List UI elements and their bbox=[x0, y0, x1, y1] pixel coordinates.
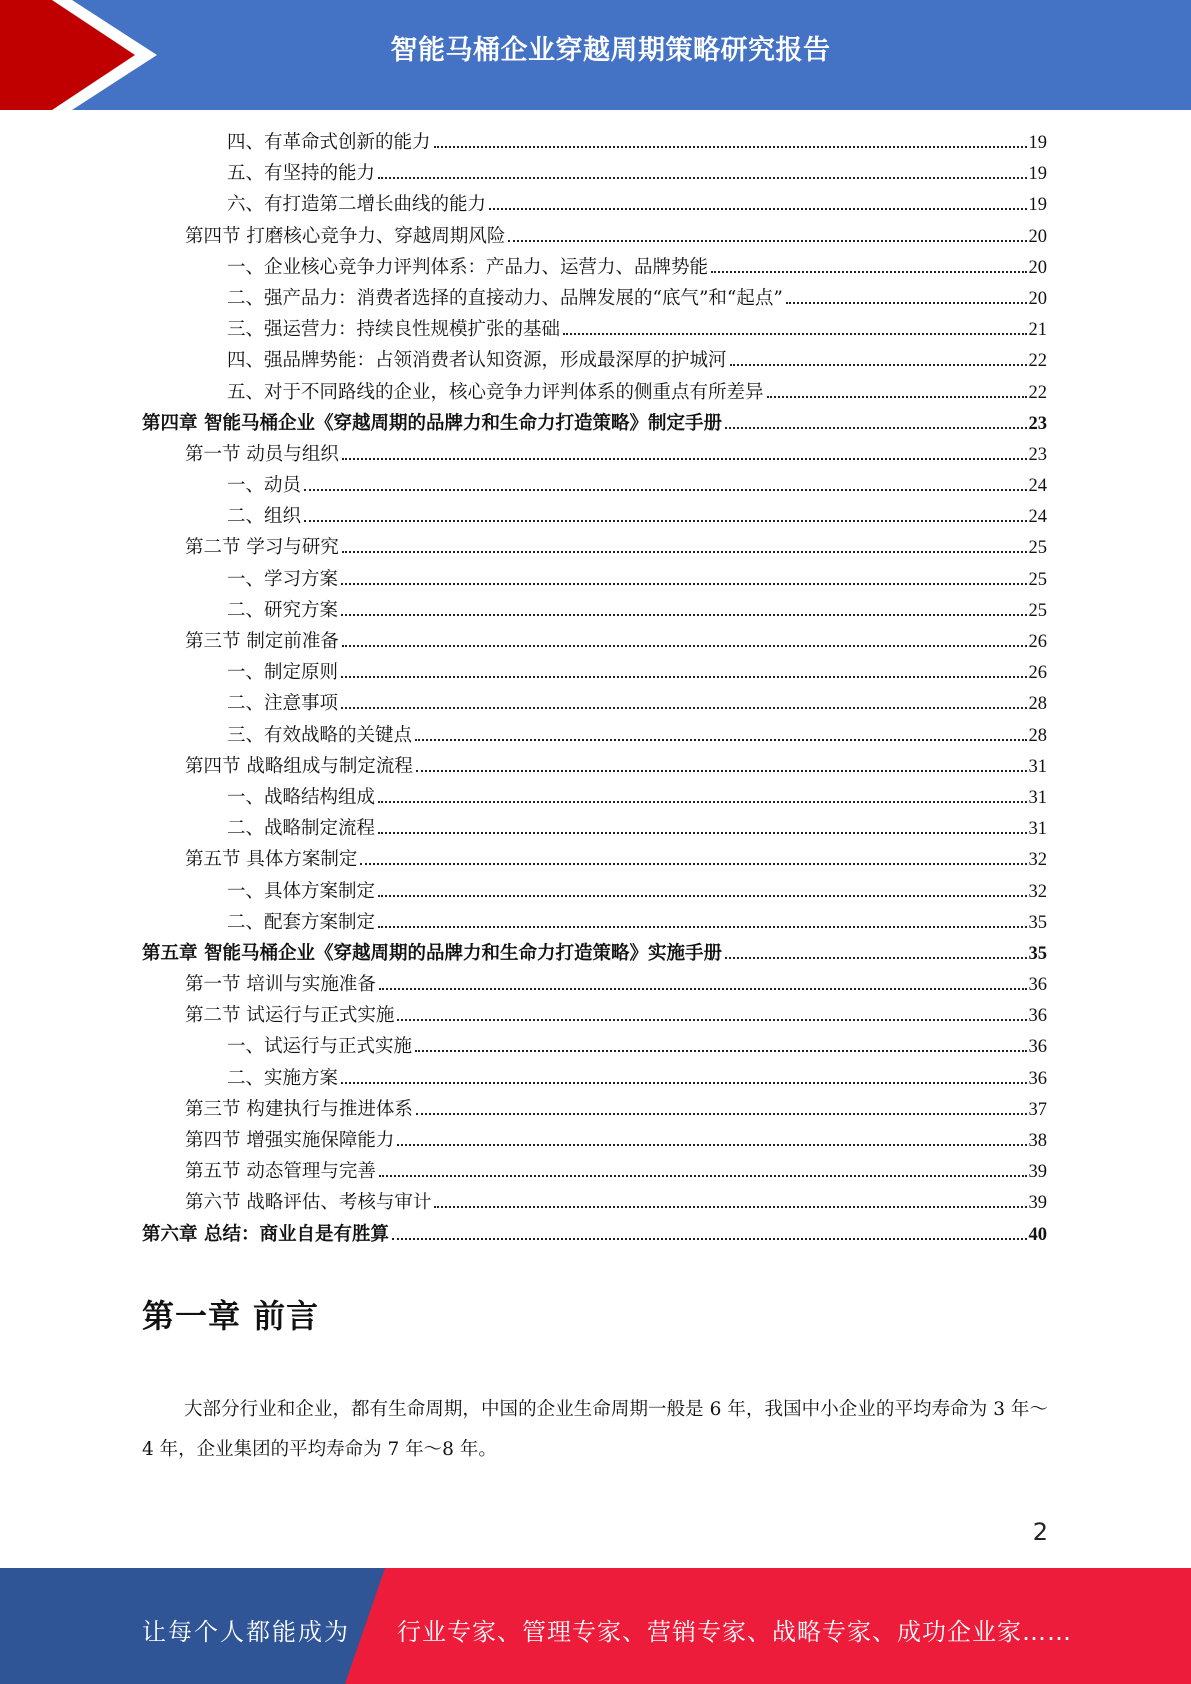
toc-dot-leader bbox=[378, 832, 1026, 834]
toc-entry-page: 36 bbox=[1028, 975, 1047, 996]
toc-entry[interactable] bbox=[142, 252, 1047, 283]
toc-dot-leader bbox=[415, 1050, 1026, 1052]
toc-dot-leader bbox=[397, 1019, 1026, 1021]
toc-entry[interactable] bbox=[142, 1031, 1047, 1062]
toc-entry[interactable] bbox=[142, 876, 1047, 907]
toc-entry-label: 第四节 战略组成与制定流程 bbox=[185, 755, 413, 777]
toc-entry-label: 一、战略结构组成 bbox=[227, 786, 376, 808]
toc-entry-label: 三、有效战略的关键点 bbox=[227, 724, 413, 746]
toc-dot-leader bbox=[378, 895, 1026, 897]
toc-entry-page: 20 bbox=[1028, 257, 1047, 278]
toc-dot-leader bbox=[378, 177, 1026, 179]
toc-entry-label: 第六章 总结：商业自是有胜算 bbox=[142, 1223, 389, 1245]
toc-entry[interactable] bbox=[142, 844, 1047, 875]
toc-entry[interactable] bbox=[142, 1000, 1047, 1031]
toc-entry[interactable] bbox=[142, 189, 1047, 220]
toc-entry[interactable] bbox=[142, 408, 1047, 439]
toc-entry-page: 39 bbox=[1028, 1162, 1047, 1183]
toc-dot-leader bbox=[392, 1238, 1027, 1240]
toc-entry-label: 四、有革命式创新的能力 bbox=[227, 132, 431, 153]
toc-entry-label: 第一节 培训与实施准备 bbox=[185, 974, 376, 996]
footer-slogan-right: 行业专家、管理专家、营销专家、战略专家、成功企业家…… bbox=[397, 1618, 1072, 1646]
toc-dot-leader bbox=[489, 208, 1026, 210]
toc-dot-leader bbox=[341, 676, 1026, 678]
toc-entry-page: 28 bbox=[1028, 725, 1047, 746]
toc-entry-label: 二、战略制定流程 bbox=[227, 818, 376, 840]
toc-entry-page: 19 bbox=[1028, 195, 1047, 216]
page-header bbox=[0, 0, 1191, 110]
toc-entry-page: 23 bbox=[1028, 413, 1047, 434]
toc-dot-leader bbox=[415, 739, 1026, 741]
toc-dot-leader bbox=[378, 926, 1026, 928]
toc-entry-page: 31 bbox=[1028, 819, 1047, 840]
toc-entry-label: 第五章 智能马桶企业《穿越周期的品牌力和生命力打造策略》实施手册 bbox=[142, 942, 722, 964]
toc-entry[interactable] bbox=[142, 1219, 1047, 1250]
toc-entry-label: 四、强品牌势能：占领消费者认知资源，形成最深厚的护城河 bbox=[227, 350, 727, 372]
toc-dot-leader bbox=[767, 396, 1027, 398]
toc-entry-page: 26 bbox=[1028, 632, 1047, 652]
toc-entry[interactable] bbox=[142, 127, 1047, 158]
toc-entry[interactable] bbox=[142, 751, 1047, 782]
toc-entry-page: 32 bbox=[1028, 850, 1047, 871]
toc-entry-page: 40 bbox=[1028, 1224, 1047, 1245]
toc-entry[interactable] bbox=[142, 688, 1047, 719]
toc-entry[interactable] bbox=[142, 532, 1047, 563]
toc-entry[interactable] bbox=[142, 1063, 1047, 1094]
toc-entry-page: 31 bbox=[1028, 756, 1047, 777]
toc-dot-leader bbox=[416, 1113, 1027, 1115]
toc-entry-page: 20 bbox=[1028, 226, 1047, 247]
toc-entry-page: 26 bbox=[1028, 663, 1047, 684]
toc-dot-leader bbox=[341, 583, 1026, 585]
toc-entry-label: 第四节 打磨核心竞争力、穿越周期风险 bbox=[185, 225, 506, 247]
toc-entry-label: 二、实施方案 bbox=[227, 1067, 339, 1089]
toc-entry[interactable] bbox=[142, 377, 1047, 408]
toc-entry-label: 第六节 战略评估、考核与审计 bbox=[185, 1192, 432, 1214]
toc-dot-leader bbox=[304, 520, 1026, 522]
toc-entry[interactable] bbox=[142, 1125, 1047, 1156]
toc-entry-page: 35 bbox=[1028, 912, 1047, 933]
toc-entry-page: 25 bbox=[1028, 569, 1047, 590]
report-title: 智能马桶企业穿越周期策略研究报告 bbox=[390, 35, 831, 66]
toc-entry-label: 第四章 智能马桶企业《穿越周期的品牌力和生命力打造策略》制定手册 bbox=[142, 412, 722, 434]
toc-entry-page: 36 bbox=[1028, 1006, 1047, 1027]
toc-dot-leader bbox=[725, 957, 1027, 959]
toc-entry[interactable] bbox=[142, 595, 1047, 626]
toc-dot-leader bbox=[342, 551, 1027, 553]
toc-entry[interactable] bbox=[142, 564, 1047, 595]
toc-entry-page: 25 bbox=[1028, 538, 1047, 559]
toc-entry-label: 二、配套方案制定 bbox=[227, 911, 376, 933]
toc-entry-page: 36 bbox=[1028, 1068, 1047, 1089]
toc-entry-label: 第三节 构建执行与推进体系 bbox=[185, 1098, 413, 1120]
toc-dot-leader bbox=[725, 427, 1027, 429]
toc-entry-label: 一、动员 bbox=[227, 475, 302, 497]
toc-entry[interactable] bbox=[142, 626, 1047, 657]
toc-dot-leader bbox=[379, 988, 1027, 990]
toc-entry[interactable] bbox=[142, 813, 1047, 844]
toc-entry-page: 24 bbox=[1028, 476, 1047, 497]
toc-entry[interactable] bbox=[142, 1156, 1047, 1187]
toc-entry-label: 第四节 增强实施保障能力 bbox=[185, 1130, 395, 1151]
toc-entry[interactable] bbox=[142, 314, 1047, 345]
toc-dot-leader bbox=[360, 863, 1026, 865]
toc-dot-leader bbox=[304, 489, 1026, 491]
toc-entry-page: 32 bbox=[1028, 881, 1047, 902]
toc-entry[interactable] bbox=[142, 345, 1047, 376]
toc-entry-label: 一、企业核心竞争力评判体系：产品力、运营力、品牌势能 bbox=[227, 256, 709, 278]
toc-dot-leader bbox=[341, 1082, 1026, 1084]
toc-entry-label: 三、强运营力：持续良性规模扩张的基础 bbox=[227, 319, 561, 341]
toc-entry-page: 22 bbox=[1028, 382, 1047, 403]
toc-entry-page: 35 bbox=[1028, 943, 1047, 964]
toc-entry-label: 一、试运行与正式实施 bbox=[227, 1036, 413, 1058]
toc-entry-label: 一、学习方案 bbox=[227, 568, 339, 590]
toc-entry[interactable] bbox=[142, 158, 1047, 189]
toc-entry-page: 28 bbox=[1028, 694, 1047, 715]
toc-dot-leader bbox=[434, 1206, 1026, 1208]
toc-entry[interactable] bbox=[142, 1187, 1047, 1218]
toc-entry[interactable] bbox=[142, 907, 1047, 938]
toc-entry-label: 一、制定原则 bbox=[227, 662, 339, 684]
toc-entry[interactable] bbox=[142, 221, 1047, 252]
toc-dot-leader bbox=[786, 302, 1027, 304]
chapter-heading: 第一章 前言 bbox=[142, 1297, 320, 1335]
toc-dot-leader bbox=[379, 1175, 1027, 1177]
toc-dot-leader bbox=[434, 146, 1027, 148]
toc-entry-label: 第二节 学习与研究 bbox=[185, 537, 339, 559]
toc-entry[interactable] bbox=[142, 782, 1047, 813]
toc-entry-page: 39 bbox=[1028, 1193, 1047, 1214]
toc-entry-label: 第二节 试运行与正式实施 bbox=[185, 1005, 395, 1027]
toc-entry-page: 21 bbox=[1028, 320, 1047, 341]
toc-entry-label: 二、注意事项 bbox=[227, 693, 339, 715]
page-number: 2 bbox=[1032, 1518, 1048, 1546]
toc-entry[interactable] bbox=[142, 283, 1047, 314]
toc-dot-leader bbox=[341, 707, 1026, 709]
toc-dot-leader bbox=[711, 271, 1026, 273]
toc-entry-page: 20 bbox=[1028, 288, 1047, 309]
toc-entry-label: 五、对于不同路线的企业，核心竞争力评判体系的侧重点有所差异 bbox=[227, 381, 764, 403]
toc-entry[interactable] bbox=[142, 501, 1047, 532]
footer-slogan-left: 让每个人都能成为 bbox=[142, 1618, 350, 1646]
toc-entry-label: 一、具体方案制定 bbox=[227, 880, 376, 902]
toc-entry-page: 25 bbox=[1028, 600, 1047, 621]
toc-entry-page: 24 bbox=[1028, 507, 1047, 528]
toc-entry[interactable] bbox=[142, 720, 1047, 751]
toc-dot-leader bbox=[563, 333, 1026, 335]
toc-entry-page: 38 bbox=[1028, 1131, 1047, 1151]
toc-entry-label: 二、组织 bbox=[227, 506, 302, 528]
page-footer bbox=[0, 1568, 1191, 1684]
toc-entry-label: 第三节 制定前准备 bbox=[185, 631, 339, 652]
toc-entry-page: 23 bbox=[1028, 444, 1047, 465]
toc-entry-label: 二、研究方案 bbox=[227, 599, 339, 621]
toc-entry[interactable] bbox=[142, 969, 1047, 1000]
toc-entry-label: 六、有打造第二增长曲线的能力 bbox=[227, 194, 487, 216]
toc-dot-leader bbox=[397, 1144, 1026, 1146]
toc-entry-page: 19 bbox=[1028, 164, 1047, 185]
toc-entry-page: 19 bbox=[1028, 133, 1047, 153]
toc-entry-label: 二、强产品力：消费者选择的直接动力、品牌发展的“底气”和“起点” bbox=[227, 287, 783, 309]
toc-entry[interactable] bbox=[142, 470, 1047, 501]
toc-entry-label: 第一节 动员与组织 bbox=[185, 443, 339, 465]
toc-entry[interactable] bbox=[142, 439, 1047, 470]
toc-dot-leader bbox=[730, 364, 1027, 366]
toc-entry-page: 37 bbox=[1028, 1099, 1047, 1120]
toc-entry-page: 22 bbox=[1028, 351, 1047, 372]
toc-dot-leader bbox=[342, 458, 1027, 460]
toc-entry[interactable] bbox=[142, 938, 1047, 969]
toc-entry-label: 第五节 动态管理与完善 bbox=[185, 1161, 376, 1183]
toc-dot-leader bbox=[342, 645, 1027, 647]
toc-entry-label: 第五节 具体方案制定 bbox=[185, 849, 358, 871]
toc-entry-page: 36 bbox=[1028, 1037, 1047, 1058]
toc-entry[interactable] bbox=[142, 657, 1047, 688]
toc-dot-leader bbox=[341, 614, 1026, 616]
toc-entry-label: 五、有坚持的能力 bbox=[227, 163, 376, 185]
table-of-contents bbox=[142, 127, 1047, 1250]
toc-entry[interactable] bbox=[142, 1094, 1047, 1125]
toc-entry-page: 31 bbox=[1028, 787, 1047, 808]
toc-dot-leader bbox=[378, 801, 1026, 803]
toc-dot-leader bbox=[416, 770, 1027, 772]
chapter-paragraph: 大部分行业和企业，都有生命周期，中国的企业生命周期一般是 6 年，我国中小企业的平均寿命为 3 年～4 年，企业集团的平均寿命为 7 年～8 年。 bbox=[142, 1399, 1048, 1460]
toc-dot-leader bbox=[508, 240, 1026, 242]
